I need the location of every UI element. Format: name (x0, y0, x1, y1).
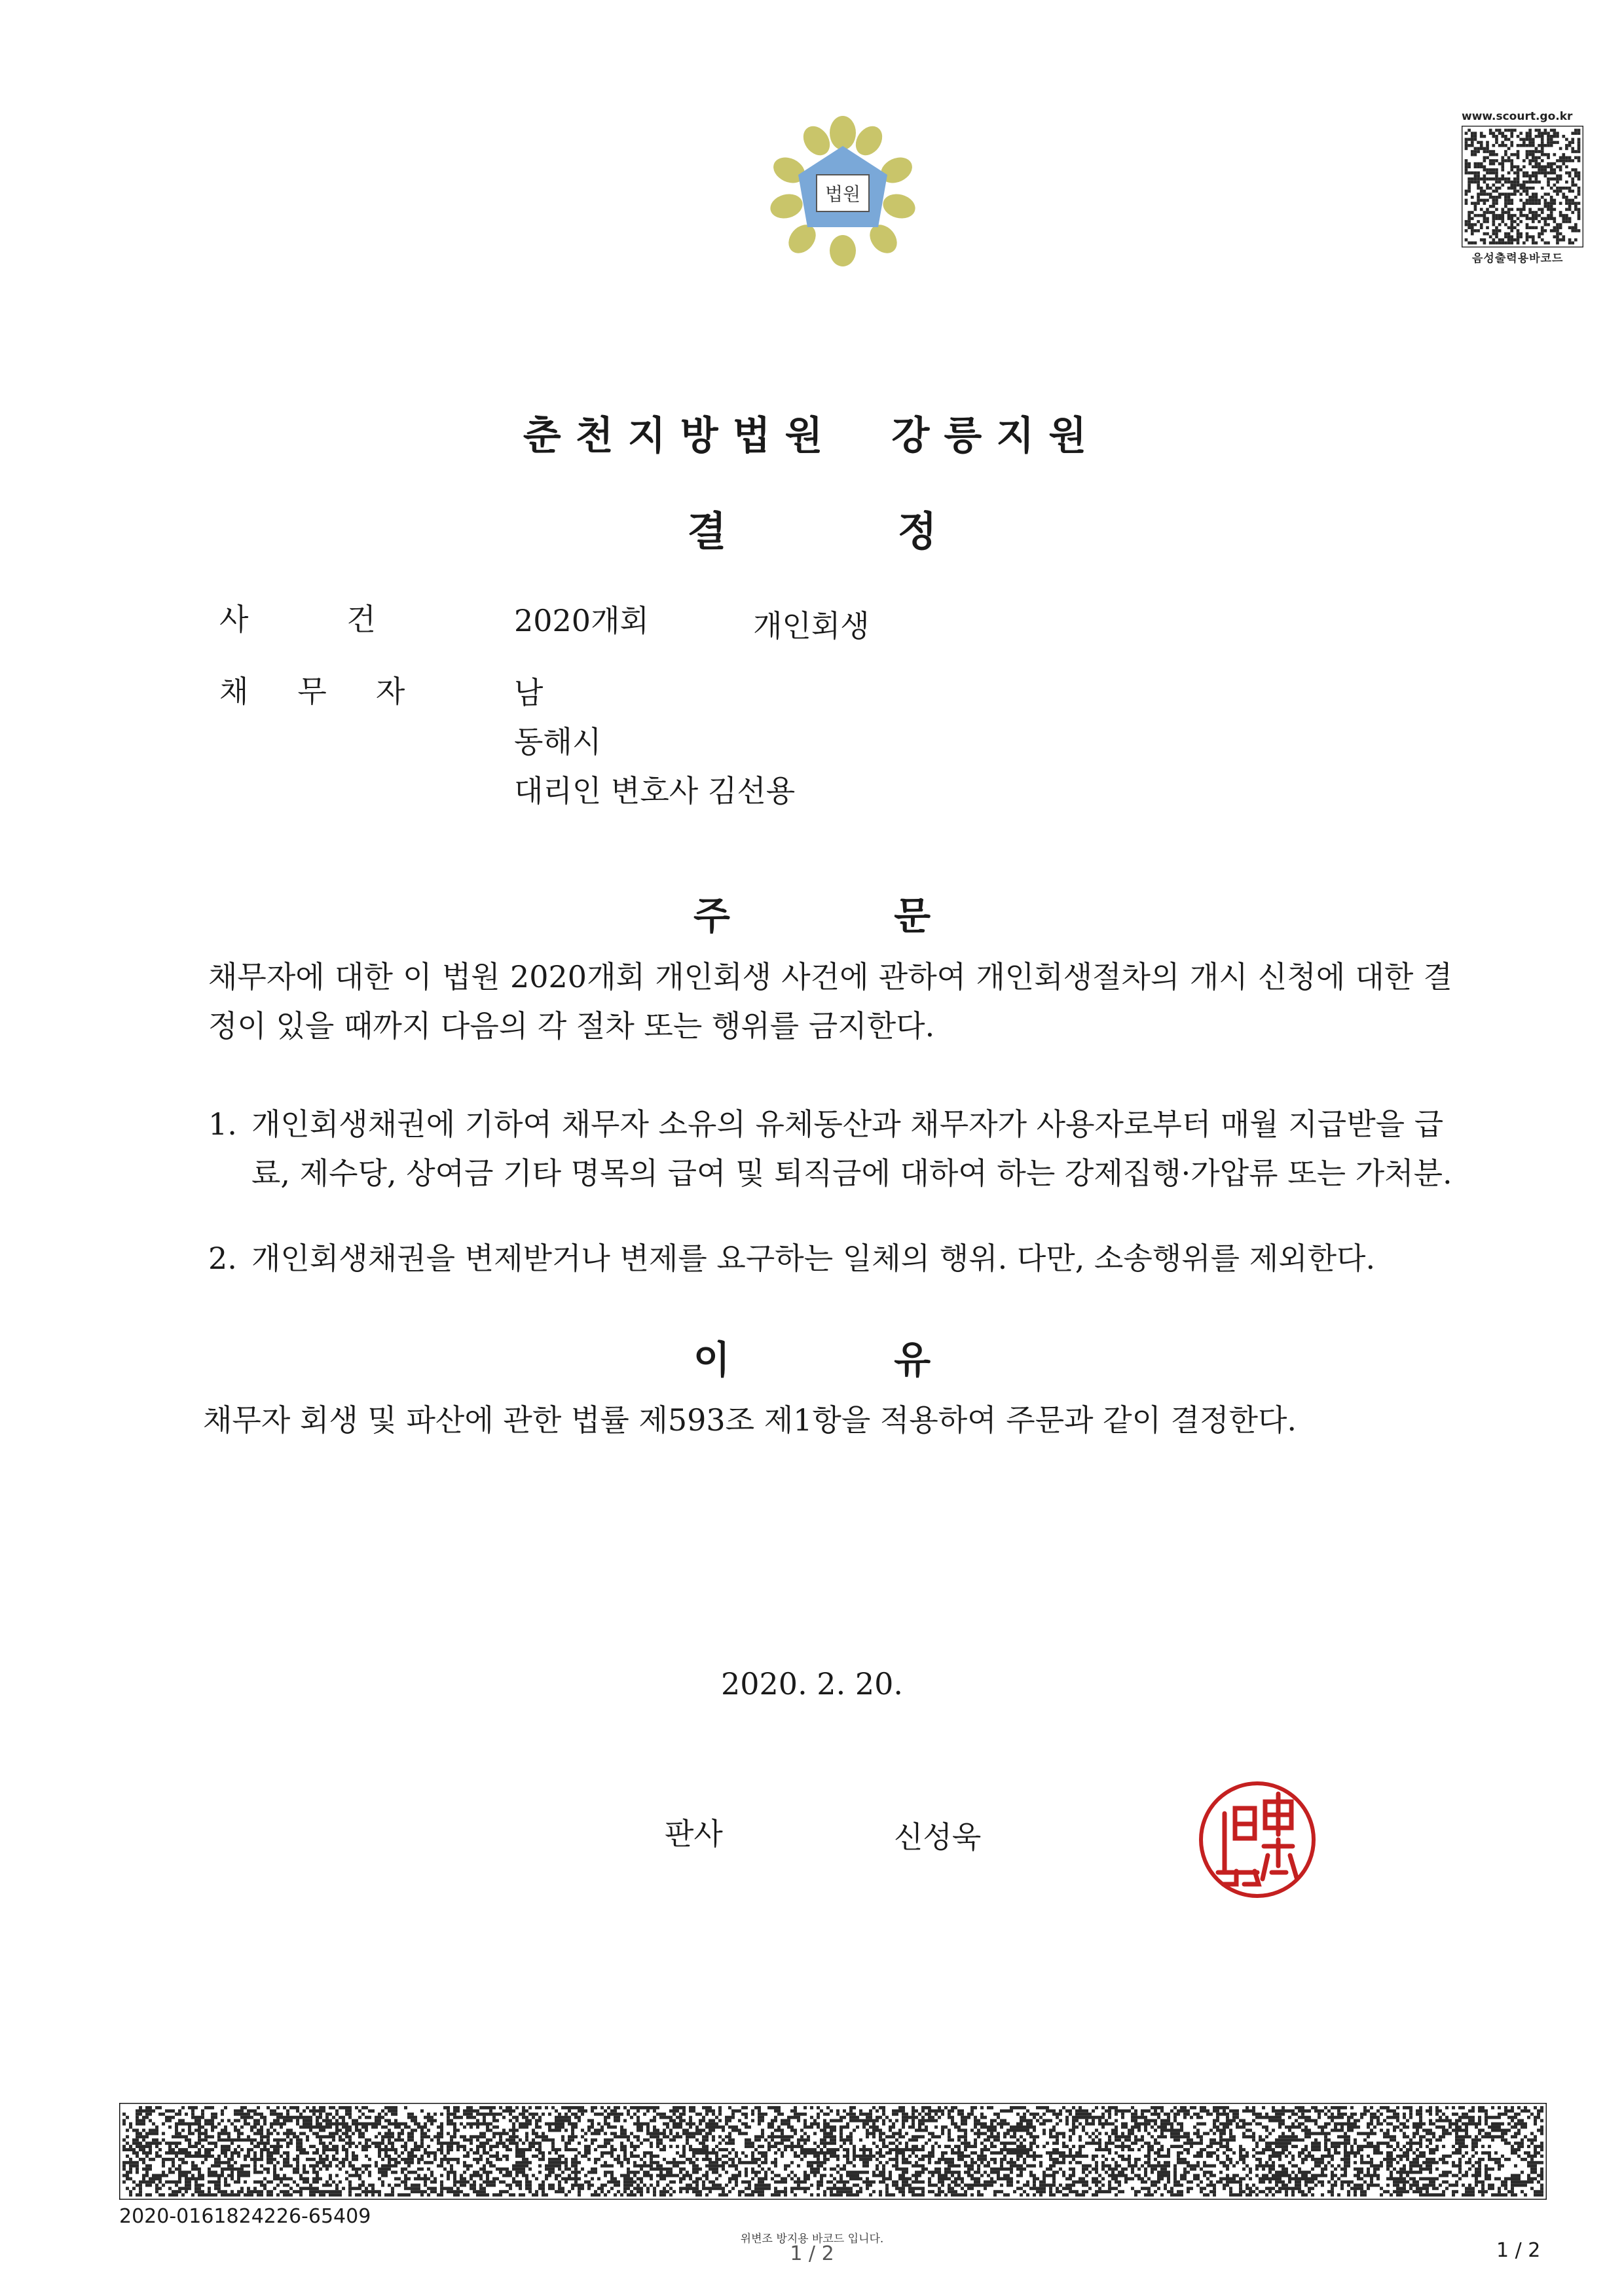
reason-heading: 이 유 (693, 1338, 931, 1382)
debtor-agent: 대리인 변호사 김선용 (514, 773, 796, 809)
anti-forgery-barcode-icon (119, 2103, 1547, 2200)
debtor-address: 동해시 (514, 724, 602, 759)
case-number: 2020개회 (514, 603, 649, 638)
case-label: 사건 (219, 602, 474, 637)
order-item-number: 2. (208, 1241, 237, 1276)
order-heading: 주 문 (693, 894, 931, 938)
document-title: 결 정 (687, 507, 937, 555)
case-type: 개인회생 (753, 608, 870, 644)
emblem-text: 법원 (824, 183, 861, 205)
page-number-center: 1 / 2 (790, 2242, 834, 2265)
order-item-text: 개인회생채권에 기하여 채무자 소유의 유체동산과 채무자가 사용자로부터 매월 지급받을 급료, 제수당, 상여금 기타 명목의 급여 및 퇴직금에 대하여 하는 강제집행·가압류 또는 가처분. (251, 1106, 1452, 1191)
barcode-note: 위변조 방지용 바코드 입니다. (740, 2232, 884, 2246)
judge-title: 판사 (665, 1816, 723, 1851)
debtor-label: 채무자 (219, 674, 454, 709)
decision-date: 2020. 2. 20. (721, 1666, 903, 1702)
judge-name: 신성욱 (894, 1819, 982, 1855)
order-item-text: 개인회생채권을 변제받거나 변제를 요구하는 일체의 행위. 다만, 소송행위를 제외한다. (251, 1241, 1376, 1276)
qr-url-text: www.scourt.go.kr (1462, 110, 1573, 123)
qr-code-icon (1462, 126, 1583, 247)
page-number: 1 / 2 (1496, 2239, 1541, 2262)
court-emblem-icon (763, 115, 923, 268)
debtor-name: 남 (514, 675, 544, 710)
reason-text: 채무자 회생 및 파산에 관한 법률 제593조 제1항을 적용하여 주문과 같이 결정한다. (203, 1402, 1297, 1438)
order-intro: 채무자에 대한 이 법원 2020개회 개인회생 사건에 관하여 개인회생절차의 개시 신청에 대한 결정이 있을 때까지 다음의 각 절차 또는 행위를 금지한다. (208, 959, 1452, 1044)
document-code: 2020-0161824226-65409 (119, 2205, 371, 2228)
court-name: 춘천지방법원 강릉지원 (523, 413, 1101, 459)
qr-caption: 음성출력용바코드 (1472, 252, 1564, 265)
order-item-number: 1. (208, 1106, 237, 1142)
